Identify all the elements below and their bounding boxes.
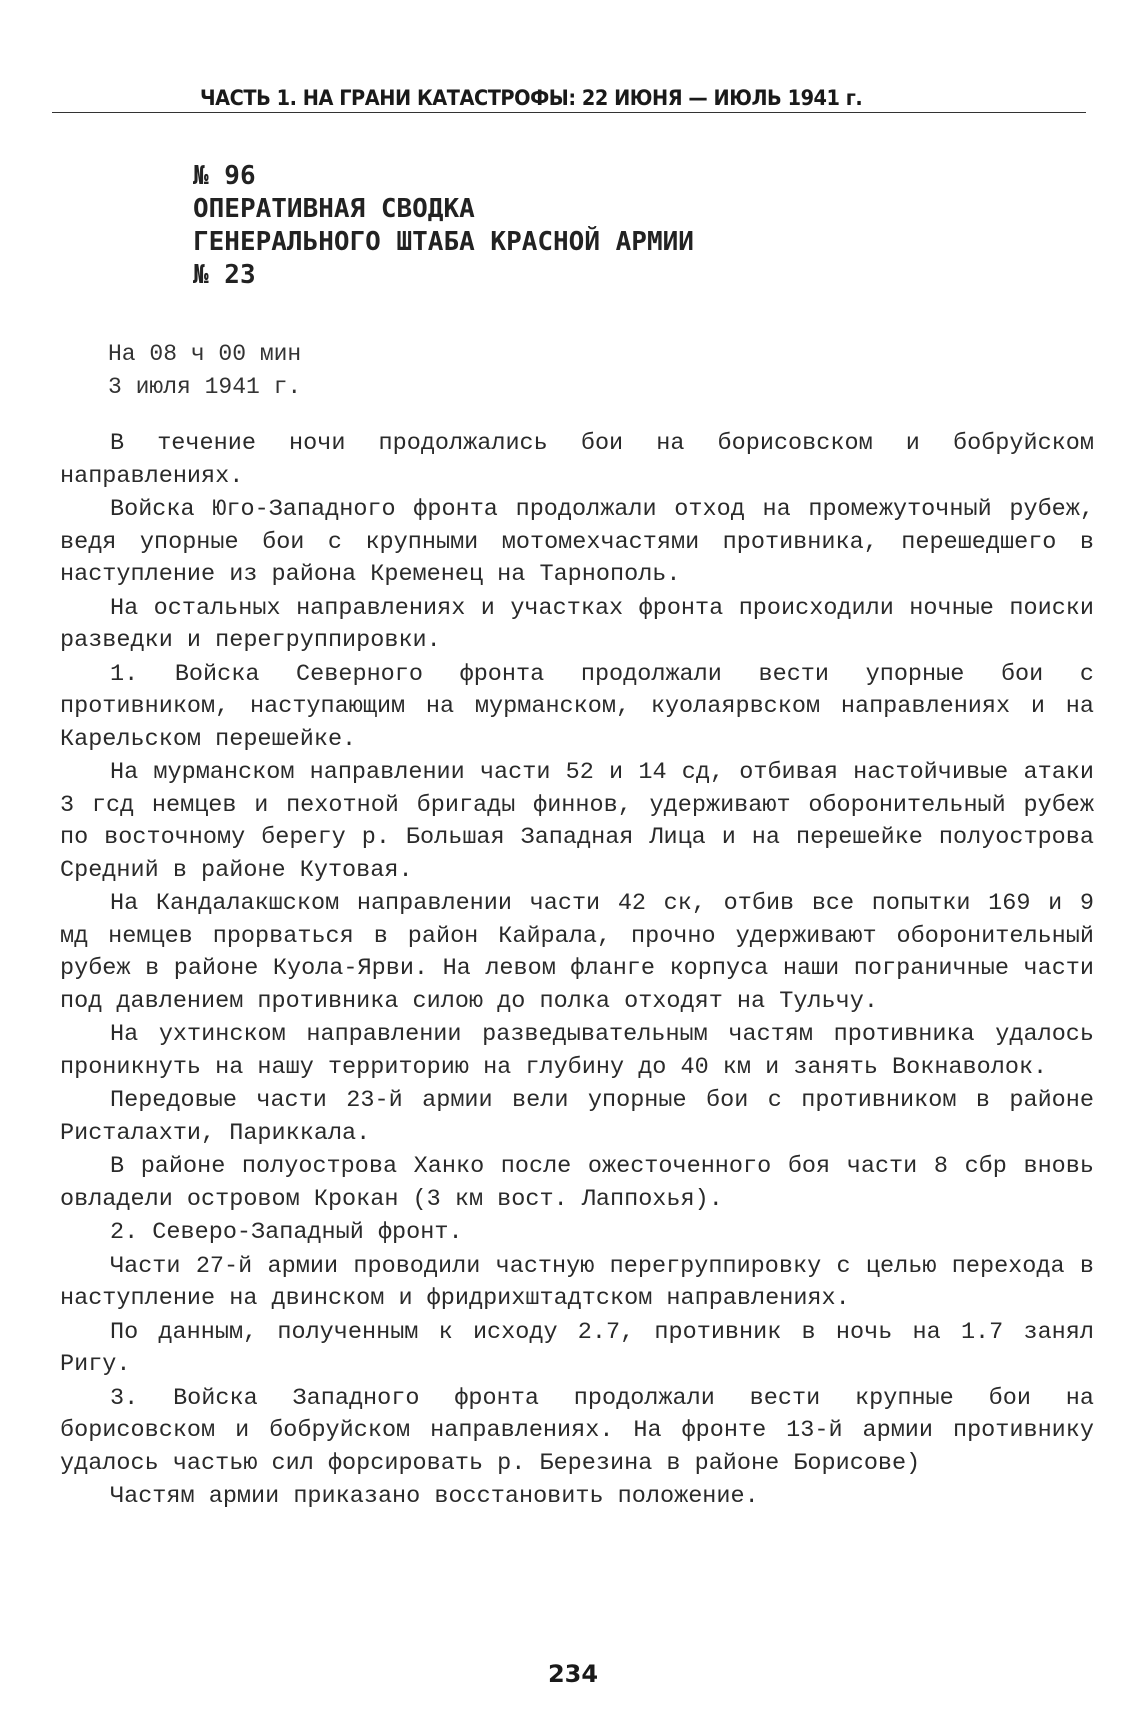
- paragraph: 2. Северо-Западный фронт.: [110, 1219, 463, 1246]
- document-number: № 96: [193, 161, 256, 191]
- paragraph: Части 27-й армии проводили частную перегруппировку с целью перехода в наступление на двинском и фридрихштадтском направлениях.: [60, 1252, 1094, 1312]
- paragraph: В течение ночи продолжались бои на борисовском и бобруйском направлениях.: [60, 430, 1094, 490]
- report-number: № 23: [193, 260, 256, 290]
- document-title-line-2: ГЕНЕРАЛЬНОГО ШТАБА КРАСНОЙ АРМИИ: [193, 227, 694, 257]
- paragraph: На Кандалакшском направлении части 42 ск, отбив все попытки 169 и 9 мд немцев прорваться в район Кайрала, прочно удерживают оборонительный рубеж в районе Куола-Ярви. На левом фланге корпуса наши пограничные части под давлением противника силою до полка отходят на Тульчу.: [60, 890, 1094, 1015]
- dateline: [108, 338, 301, 404]
- paragraph: В районе полуострова Ханко после ожесточенного боя части 8 сбр вновь овладели островом Крокан (3 км вост. Лаппохья).: [60, 1153, 1094, 1213]
- header-rule: [52, 112, 1086, 113]
- paragraph: На ухтинском направлении разведывательным частям противника удалось проникнуть на нашу территорию на глубину до 40 км и занять Вокнаволок.: [60, 1021, 1094, 1081]
- paragraph: На остальных направлениях и участках фронта происходили ночные поиски разведки и перегруппировки.: [60, 594, 1094, 654]
- running-head: ЧАСТЬ 1. НА ГРАНИ КАТАСТРОФЫ: 22 ИЮНЯ — ИЮЛЬ 1941 г.: [200, 86, 863, 110]
- document-heading: [193, 160, 694, 292]
- paragraph: Частям армии приказано восстановить положение.: [110, 1483, 759, 1510]
- paragraph: На мурманском направлении части 52 и 14 сд, отбивая настойчивые атаки 3 гсд немцев и пехотной бригады финнов, удерживают оборонительный рубеж по восточному берегу р. Большая Западная Лица и на перешейке полуострова Средний в районе Кутовая.: [60, 759, 1094, 884]
- page-number: 234: [547, 1660, 599, 1688]
- paragraph: Передовые части 23-й армии вели упорные бои с противником в районе Ристалахти, Париккала.: [60, 1087, 1094, 1147]
- report-body: [60, 428, 1094, 1514]
- paragraph: 3. Войска Западного фронта продолжали вести крупные бои на борисовском и бобруйском направлениях. На фронте 13-й армии противнику удалось частью сил форсировать р. Березина в районе Борисове): [60, 1384, 1094, 1477]
- paragraph: 1. Войска Северного фронта продолжали вести упорные бои с противником, наступающим на мурманском, куолаярвском направлениях и на Карельском перешейке.: [60, 660, 1094, 753]
- document-title-line-1: ОПЕРАТИВНАЯ СВОДКА: [193, 194, 475, 224]
- dateline-date: 3 июля 1941 г.: [108, 374, 302, 400]
- paragraph: Войска Юго-Западного фронта продолжали отход на промежуточный рубеж, ведя упорные бои с крупными мотомехчастями противника, перешедшего в наступление из района Кременец на Тарнополь.: [60, 496, 1094, 588]
- dateline-time: На 08 ч 00 мин: [108, 341, 302, 367]
- paragraph: По данным, полученным к исходу 2.7, противник в ночь на 1.7 занял Ригу.: [60, 1318, 1094, 1378]
